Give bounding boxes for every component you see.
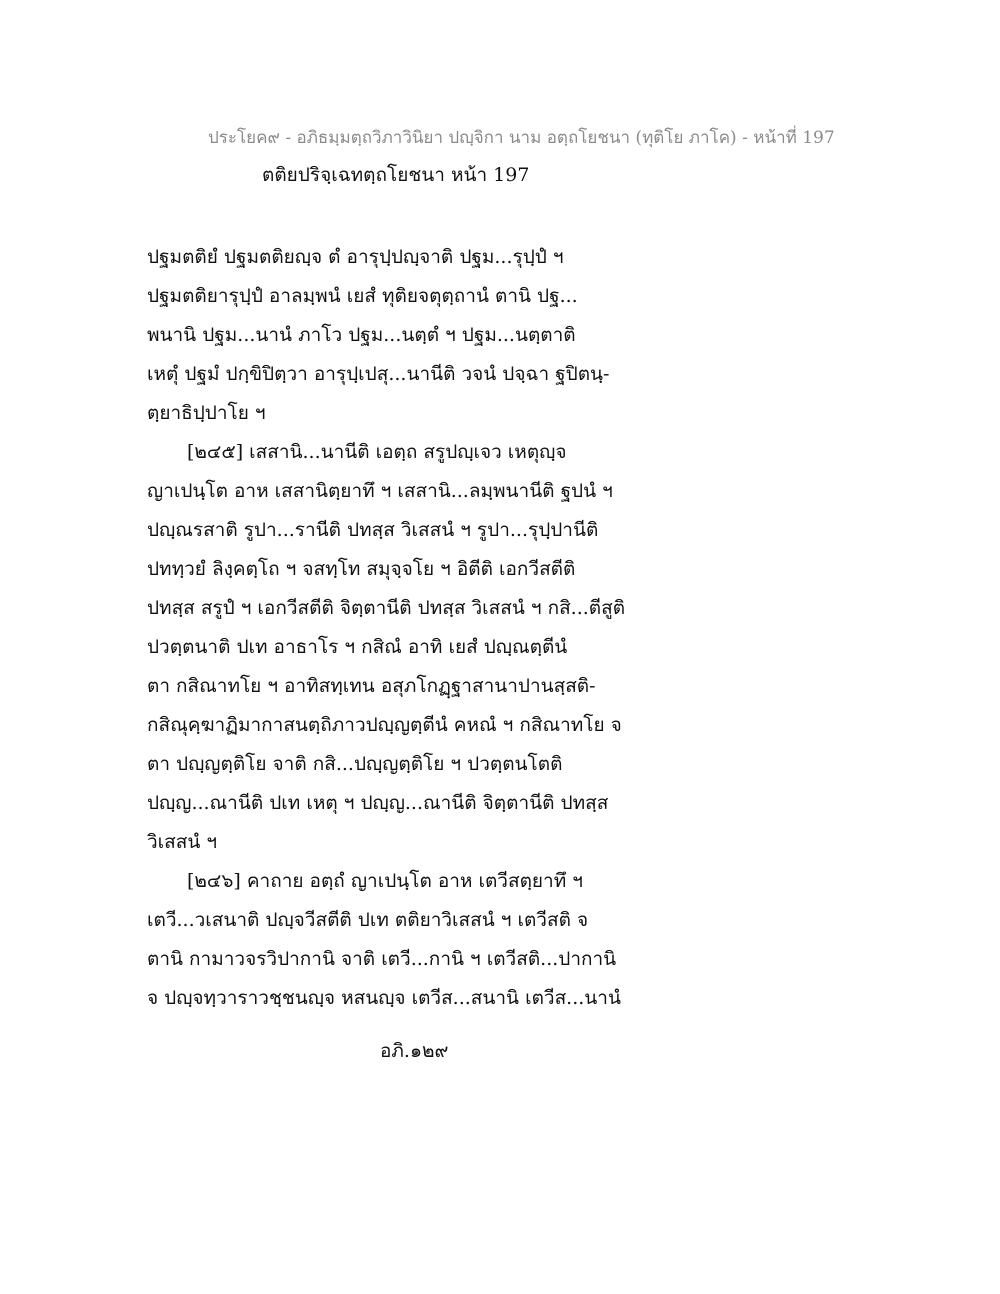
running-header: ประโยค๙ - อภิธมฺมตฺถวิภาวินิยา ปญฺจิกา นาม อตฺถโยชนา (ทุติโย ภาโค) - หน้าที่ 197 [208,128,835,148]
text-line: ตา กสิณาทโย ฯ อาทิสทฺเทน อสุภโกฏฺฐาสานาปานสฺสติ- [147,675,596,697]
text-line: ปฐมตติยารุปฺปํ อาลมฺพนํ เยสํ ทุติยจตุตฺถานํ ตานิ ปฐ... [147,285,578,307]
text-line: กสิณุคฺฆาฏิมากาสนตฺถิภาวปญฺญตฺตีนํ คหณํ ฯ กสิณาทโย จ [147,714,622,736]
text-line: วิเสสนํ ฯ [147,831,218,853]
text-line: พนานิ ปฐม...นานํ ภาโว ปฐม...นตฺตํ ฯ ปฐม...นตฺตาติ [147,324,576,346]
page-footer-mark: อภิ.๑๒๙ [380,1040,449,1062]
text-line: ปญฺญ...ณานีติ ปเท เหตุ ฯ ปญฺญ...ณานีติ จิตฺตานีติ ปทสฺส [147,792,609,814]
text-line: ปทสฺส สรูปํ ฯ เอกวีสตีติ จิตฺตานีติ ปทสฺส วิเสสนํ ฯ กสิ...ตีสูติ [147,597,626,619]
text-line: ปฐมตติยํ ปฐมตติยญฺจ ตํ อารุปฺปญฺจาติ ปฐม...รุปฺปํ ฯ [147,246,564,268]
body-text [147,238,707,1018]
text-line: ปททฺวยํ ลิงฺคตฺโถ ฯ จสทฺโท สมุจฺจโย ฯ อิตีติ เอกวีสตีติ [147,558,576,580]
paragraph-start-line: [๒๔๖] คาถาย อตฺถํ ญาเปนฺโต อาห เตวีสตฺยาทึ ฯ [187,870,583,892]
text-line: ญาเปนฺโต อาห เสสานิตฺยาทึ ฯ เสสานิ...ลมฺพนานีติ ฐปนํ ฯ [147,480,613,502]
text-line: เตวี...วเสนาติ ปญฺจวีสตีติ ปเท ตติยาวิเสสนํ ฯ เตวีสติ จ [147,909,589,931]
text-line: ตา ปญฺญตฺติโย จาติ กสิ...ปญฺญตฺติโย ฯ ปวตฺตนโตติ [147,753,563,775]
text-line: จ ปญฺจทฺวาราวชฺชนญฺจ หสนญฺจ เตวีส...สนานิ เตวีส...นานํ [147,987,621,1009]
paragraph-start-line: [๒๔๕] เสสานิ...นานีติ เอตฺถ สรูปญฺเจว เหตุญฺจ [187,441,567,463]
text-line: ปวตฺตนาติ ปเท อาธาโร ฯ กสิณํ อาทิ เยสํ ปญฺณตฺตีนํ [147,636,568,658]
section-title: ตติยปริจฺเฉทตฺถโยชนา หน้า 197 [262,164,530,186]
text-line: ปญฺณรสาติ รูปา...รานีติ ปทสฺส วิเสสนํ ฯ รูปา...รุปฺปานีติ [147,519,599,541]
text-line: ตฺยาธิปฺปาโย ฯ [147,402,266,424]
text-line: ตานิ กามาวจรวิปากานิ จาติ เตวี...กานิ ฯ เตวีสติ...ปากานิ [147,948,617,970]
text-line: เหตุํ ปฐมํ ปกฺขิปิตฺวา อารุปฺเปสุ...นานีติ วจนํ ปจฺฉา ฐปิตนฺ- [147,363,610,385]
